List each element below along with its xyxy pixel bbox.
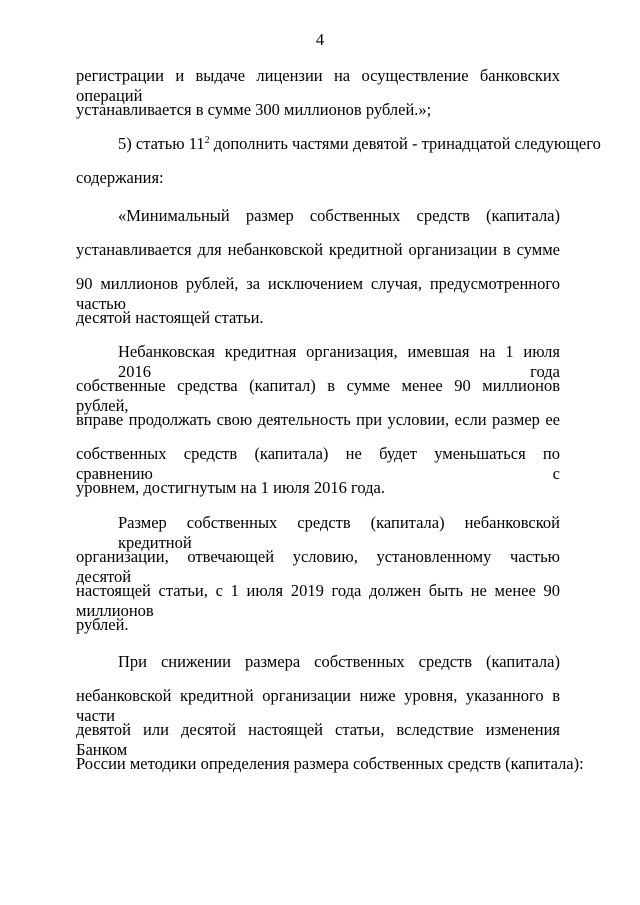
text-line: Небанковская кредитная организация, имевшая на 1 июля 2016 года [118,342,560,381]
text-line: уровнем, достигнутым на 1 июля 2016 года. [76,478,385,497]
text-line: России методики определения размера собственных средств (капитала): [76,754,584,773]
text-line: содержания: [76,168,164,187]
text-line: организации, отвечающей условию, установленному частью десятой [76,547,560,586]
text-line: устанавливается в сумме 300 миллионов рублей.»; [76,100,432,119]
text-line: небанковской кредитной организации ниже уровня, указанного в части [76,686,560,725]
text-line: регистрации и выдаче лицензии на осуществление банковских операций [76,66,560,105]
item-5-line [118,134,601,154]
text-line: Размер собственных средств (капитала) небанковской кредитной [118,513,560,552]
text-line: устанавливается для небанковской кредитной организации в сумме [76,240,560,259]
text-line: собственных средств (капитала) не будет уменьшаться по сравнению с [76,444,560,483]
text-line: При снижении размера собственных средств (капитала) [118,652,560,671]
item-5-text: 5) статью 11 [118,134,205,153]
text-line: 90 миллионов рублей, за исключением случая, предусмотренного частью [76,274,560,313]
text-line: десятой настоящей статьи. [76,308,264,327]
text-line: рублей. [76,615,129,634]
text-line: «Минимальный размер собственных средств (капитала) [118,206,560,225]
text-line: настоящей статьи, с 1 июля 2019 года должен быть не менее 90 миллионов [76,581,560,620]
superscript: 2 [204,135,210,146]
item-5-text: дополнить частями девятой - тринадцатой следующего [209,134,601,153]
text-line: вправе продолжать свою деятельность при условии, если размер ее [76,410,560,429]
page-number: 4 [315,30,325,49]
text-line: девятой или десятой настоящей статьи, вследствие изменения Банком [76,720,560,759]
text-line: собственные средства (капитал) в сумме менее 90 миллионов рублей, [76,376,560,415]
